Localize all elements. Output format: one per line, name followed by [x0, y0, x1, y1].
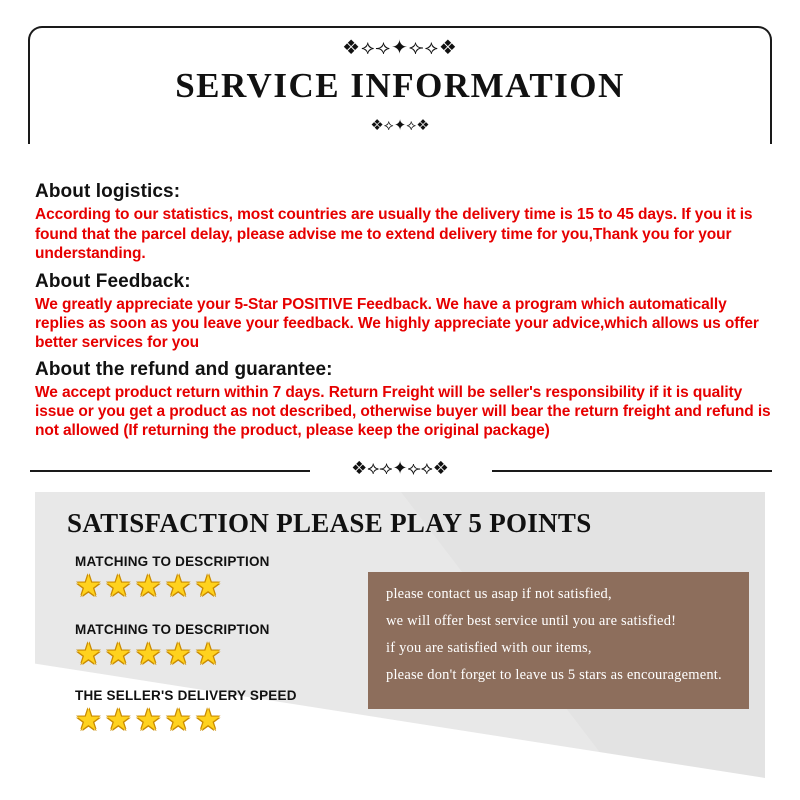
star-icon: ★ [104, 570, 135, 603]
star-icon: ★ [134, 638, 165, 671]
ornament-bottom-icon: ❖⟡✦⟡❖ [370, 116, 430, 134]
star-icon: ★ [164, 570, 195, 603]
note-line-2: we will offer best service until you are satisfied! [386, 613, 677, 629]
star-icon: ★ [164, 638, 195, 671]
star-icon: ★ [75, 638, 105, 671]
star-icon: ★ [194, 570, 225, 603]
section-body-refund: We accept product return within 7 days. Return Freight will be seller's responsibility if it is quality issue or you get a product as not described, otherwise buyer will bear the return freight and refund is not allowed (If returning the product, please keep the original package) [35, 383, 771, 439]
star-rating-2 [75, 638, 270, 672]
star-rating-3 [75, 704, 297, 738]
rating-row-1 [75, 554, 270, 604]
star-icon: ★ [164, 704, 195, 737]
rating-row-2 [75, 622, 270, 672]
star-icon: ★ [75, 570, 105, 603]
star-icon: ★ [134, 704, 165, 737]
satisfaction-panel [35, 492, 765, 778]
satisfaction-title: SATISFACTION PLEASE PLAY 5 POINTS [67, 508, 592, 538]
top-rule [0, 0, 800, 3]
note-line-3: if you are satisfied with our items, [386, 640, 592, 656]
header-panel [28, 26, 772, 144]
rating-label-1: MATCHING TO DESCRIPTION [75, 554, 270, 569]
star-icon: ★ [104, 638, 135, 671]
star-icon: ★ [194, 638, 225, 671]
note-line-4: please don't forget to leave us 5 stars as encouragement. [386, 667, 722, 683]
star-icon: ★ [104, 704, 135, 737]
ornament-top-icon: ❖⟡⟢✦⟣⟡❖ [342, 35, 458, 59]
section-heading-logistics: About logistics: [35, 181, 181, 202]
rating-label-3: THE SELLER'S DELIVERY SPEED [75, 688, 297, 703]
section-heading-feedback: About Feedback: [35, 270, 191, 292]
rating-row-3 [75, 688, 297, 738]
divider-line-right [492, 470, 772, 472]
note-line-1: please contact us asap if not satisfied, [386, 586, 612, 602]
divider-ornament-icon: ❖⟡⟢✦⟣⟡❖ [351, 458, 449, 479]
info-sections [35, 180, 775, 446]
section-body-feedback: We greatly appreciate your 5-Star POSITIVE Feedback. We have a program which automatically replies as soon as you leave your feedback. We highly appreciate your advice,which allows us offer better services for you [35, 295, 759, 351]
star-rating-1 [75, 570, 270, 604]
section-heading-refund: About the refund and guarantee: [35, 358, 333, 380]
rating-label-2: MATCHING TO DESCRIPTION [75, 622, 270, 637]
star-icon: ★ [75, 704, 105, 737]
page-title: SERVICE INFORMATION [175, 66, 625, 105]
section-body-logistics: According to our statistics, most countries are usually the delivery time is 15 to 45 days. If you it is found that the parcel delay, please advise me to extend delivery time for you,Thank you for your understanding. [35, 206, 753, 262]
star-icon: ★ [194, 704, 225, 737]
star-icon: ★ [134, 570, 165, 603]
contact-note-box [368, 572, 749, 709]
